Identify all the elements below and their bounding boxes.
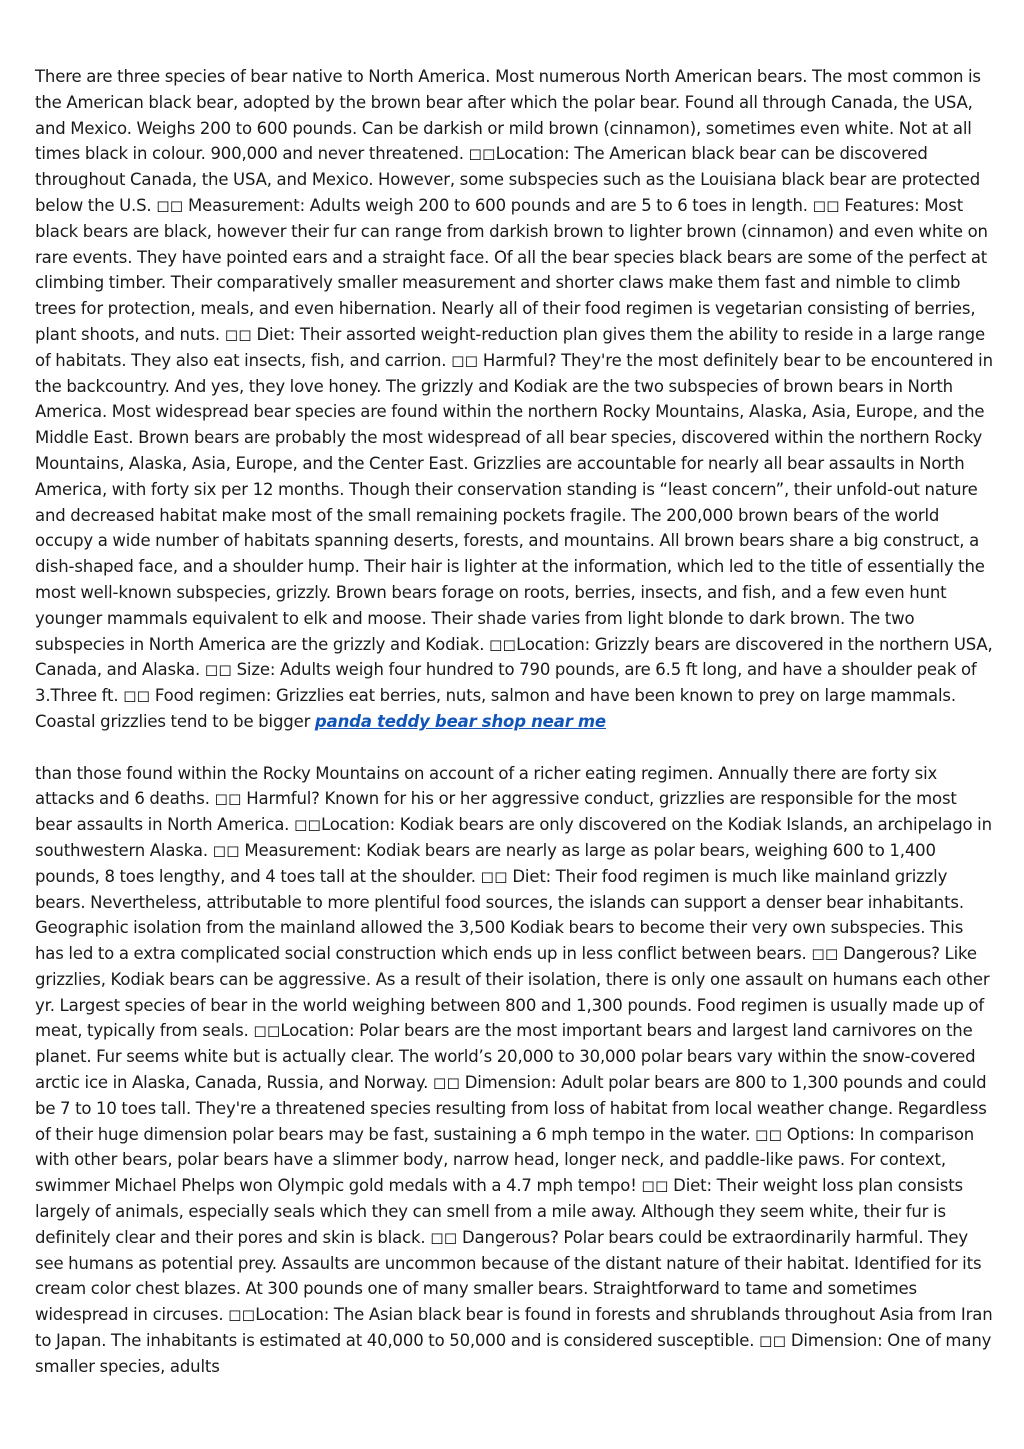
document-body [35,64,993,1380]
paragraph-first [35,64,993,735]
paragraph-second [35,761,993,1380]
paragraph-second-text: than those found within the Rocky Mountains on account of a richer eating regimen. Annually there are forty six attacks and 6 deaths. ◻◻ Harmful? Known for his or her aggressive conduct, grizzlies are responsible for the most bear assaults in North America. ◻◻Location: Kodiak bears are only discovered on the Kodiak Islands, an archipelago in southwestern Alaska. ◻◻ Measurement: Kodiak bears are nearly as large as polar bears, weighing 600 to 1,400 pounds, 8 toes lengthy, and 4 toes tall at the shoulder. ◻◻ Diet: Their food regimen is much like mainland grizzly bears. Nevertheless, attributable to more plentiful food sources, the islands can support a denser bear inhabitants. Geographic isolation from the mainland allowed the 3,500 Kodiak bears to become their very own subspecies. This has led to a extra complicated social construction which ends up in less conflict between bears. ◻◻ Dangerous? Like grizzlies, Kodiak bears can be aggressive. As a result of their isolation, there is only one assault on humans each other yr. Largest species of bear in the world weighing between 800 and 1,300 pounds. Food regimen is usually made up of meat, typically from seals. ◻◻Location: Polar bears are the most important bears and largest land carnivores on the planet. Fur seems white but is actually clear. The world’s 20,000 to 30,000 polar bears vary within the snow-covered arctic ice in Alaska, Canada, Russia, and Norway. ◻◻ Dimension: Adult polar bears are 800 to 1,300 pounds and could be 7 to 10 toes tall. They're a threatened species resulting from loss of habitat from local weather change. Regardless of their huge dimension polar bears may be fast, sustaining a 6 mph tempo in the water. ◻◻ Options: In comparison with other bears, polar bears have a slimmer body, narrow head, longer neck, and paddle-like paws. For context, swimmer Michael Phelps won Olympic gold medals with a 4.7 mph tempo! ◻◻ Diet: Their weight loss plan consists largely of animals, especially seals which they can smell from a mile away. Although they seem white, their fur is definitely clear and their pores and skin is black. ◻◻ Dangerous? Polar bears could be extraordinarily harmful. They see humans as potential prey. Assaults are uncommon because of the distant nature of their habitat. Identified for its cream color chest blazes. At 300 pounds one of many smaller bears. Straightforward to tame and sometimes widespread in circuses. ◻◻Location: The Asian black bear is found in forests and shrublands throughout Asia from Iran to Japan. The inhabitants is estimated at 40,000 to 50,000 and is considered susceptible. ◻◻ Dimension: One of many smaller species, adults [35,763,993,1376]
panda-teddy-bear-link[interactable]: panda teddy bear shop near me [314,711,606,731]
paragraph-first-text: There are three species of bear native to North America. Most numerous North American bears. The most common is the American black bear, adopted by the brown bear after which the polar bear. Found all through Canada, the USA, and Mexico. Weighs 200 to 600 pounds. Can be darkish or mild brown (cinnamon), sometimes even white. Not at all times black in colour. 900,000 and never threatened. ◻◻Location: The American black bear can be discovered throughout Canada, the USA, and Mexico. However, some subspecies such as the Louisiana black bear are protected below the U.S. ◻◻ Measurement: Adults weigh 200 to 600 pounds and are 5 to 6 toes in length. ◻◻ Features: Most black bears are black, however their fur can range from darkish brown to lighter brown (cinnamon) and even white on rare events. They have pointed ears and a straight face. Of all the bear species black bears are some of the perfect at climbing timber. Their comparatively smaller measurement and shorter claws make them fast and nimble to climb trees for protection, meals, and even hibernation. Nearly all of their food regimen is vegetarian consisting of berries, plant shoots, and nuts. ◻◻ Diet: Their assorted weight-reduction plan gives them the ability to reside in a large range of habitats. They also eat insects, fish, and carrion. ◻◻ Harmful? They're the most definitely bear to be encountered in the backcountry. And yes, they love honey. The grizzly and Kodiak are the two subspecies of brown bears in North America. Most widespread bear species are found within the northern Rocky Mountains, Alaska, Asia, Europe, and the Middle East. Brown bears are probably the most widespread of all bear species, discovered within the northern Rocky Mountains, Alaska, Asia, Europe, and the Center East. Grizzlies are accountable for nearly all bear assaults in North America, with forty six per 12 months. Though their conservation standing is “least concern”, their unfold-out nature and decreased habitat make most of the small remaining pockets fragile. The 200,000 brown bears of the world occupy a wide number of habitats spanning deserts, forests, and mountains. All brown bears share a big construct, a dish-shaped face, and a shoulder hump. Their hair is lighter at the information, which led to the title of essentially the most well-known subspecies, grizzly. Brown bears forage on roots, berries, insects, and fish, and a few even hunt younger mammals equivalent to elk and moose. Their shade varies from light blonde to dark brown. The two subspecies in North America are the grizzly and Kodiak. ◻◻Location: Grizzly bears are discovered in the northern USA, Canada, and Alaska. ◻◻ Size: Adults weigh four hundred to 790 pounds, are 6.5 ft long, and have a shoulder peak of 3.Three ft. ◻◻ Food regimen: Grizzlies eat berries, nuts, salmon and have been known to prey on large mammals. Coastal grizzlies tend to be bigger [35,67,993,731]
